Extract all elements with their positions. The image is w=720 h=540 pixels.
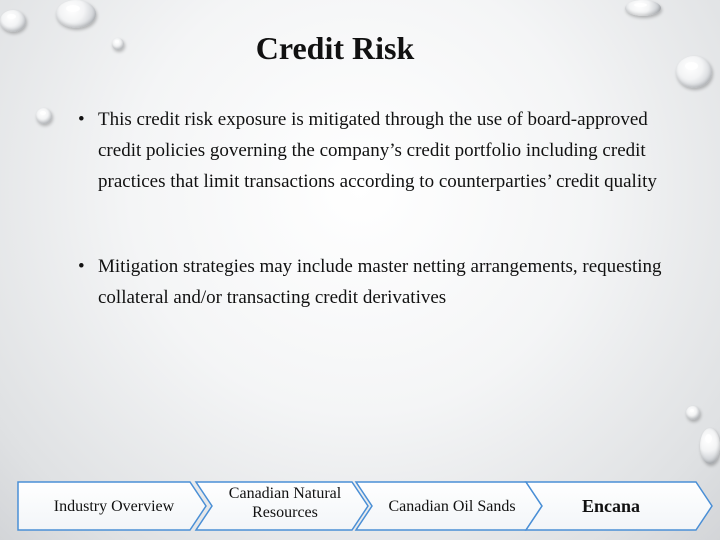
nav-item-industry-overview[interactable] bbox=[30, 480, 198, 532]
nav-item-canadian-oil-sands[interactable] bbox=[370, 480, 534, 532]
nav-item-label: Canadian Natural bbox=[228, 485, 342, 502]
water-drop-decoration bbox=[56, 0, 96, 28]
nav-item-label: Resources bbox=[252, 504, 318, 521]
section-navigation-bar bbox=[0, 480, 720, 532]
nav-item-canadian-natural-resources[interactable] bbox=[212, 477, 358, 529]
water-drop-decoration bbox=[676, 56, 712, 88]
nav-item-encana[interactable] bbox=[540, 480, 682, 532]
bullet-list bbox=[78, 104, 678, 313]
nav-item-label: Canadian Oil Sands bbox=[388, 497, 516, 515]
water-drop-decoration bbox=[0, 10, 26, 32]
water-drop-decoration bbox=[36, 108, 52, 124]
water-drop-decoration bbox=[625, 0, 661, 16]
water-drop-decoration bbox=[700, 428, 720, 464]
nav-item-label: Encana bbox=[581, 495, 641, 516]
bullet-item: • This credit risk exposure is mitigated through the use of board-approved credit policies governing the company’s credit portfolio including credit practices that limit transactions according to counterparties’ credit quality bbox=[78, 104, 678, 197]
nav-item-label: Industry Overview bbox=[53, 497, 175, 515]
water-drop-decoration bbox=[686, 406, 700, 420]
bullet-item: • Mitigation strategies may include master netting arrangements, requesting collateral and/or transacting credit derivatives bbox=[78, 251, 678, 313]
slide-title: Credit Risk bbox=[255, 30, 415, 66]
